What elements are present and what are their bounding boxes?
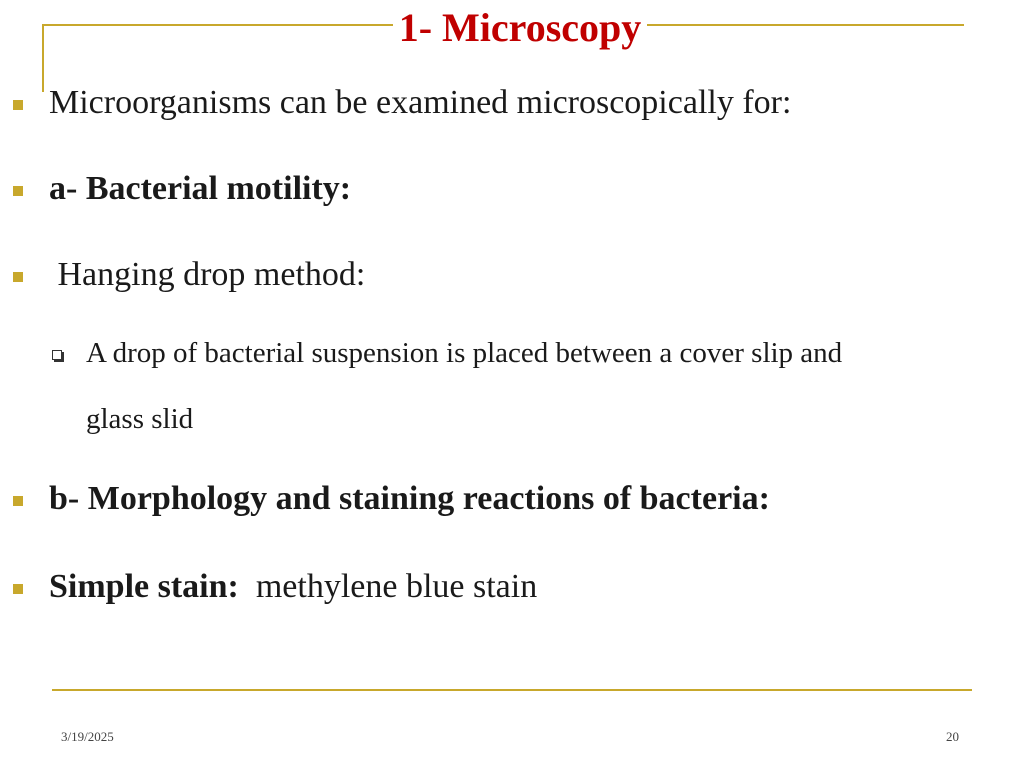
bullet-icon <box>13 584 23 594</box>
footer-divider <box>52 689 972 691</box>
bullet-icon <box>13 496 23 506</box>
bullet-simple-stain <box>49 570 537 604</box>
bullet-icon <box>13 186 23 196</box>
slide-title: 1- Microscopy <box>0 8 1024 48</box>
bullet-icon <box>13 272 23 282</box>
bullet-morphology: b- Morphology and staining reactions of bacteria: <box>49 480 770 517</box>
bullet-intro: Microorganisms can be examined microscopically for: <box>49 84 792 121</box>
sub-bullet-line-2: glass slid <box>86 403 194 435</box>
bullet-icon <box>13 100 23 110</box>
simple-stain-label: Simple stain: <box>49 568 239 605</box>
simple-stain-text: methylene blue stain <box>238 568 538 605</box>
bullet-bacterial-motility: a- Bacterial motility: <box>49 170 352 207</box>
footer-date: 3/19/2025 <box>61 729 114 744</box>
sub-bullet-line-1: A drop of bacterial suspension is placed between a cover slip and <box>86 337 843 369</box>
bullet-hanging-drop: Hanging drop method: <box>49 256 366 293</box>
page-number: 20 <box>946 729 959 744</box>
sub-bullet-icon <box>52 350 62 360</box>
